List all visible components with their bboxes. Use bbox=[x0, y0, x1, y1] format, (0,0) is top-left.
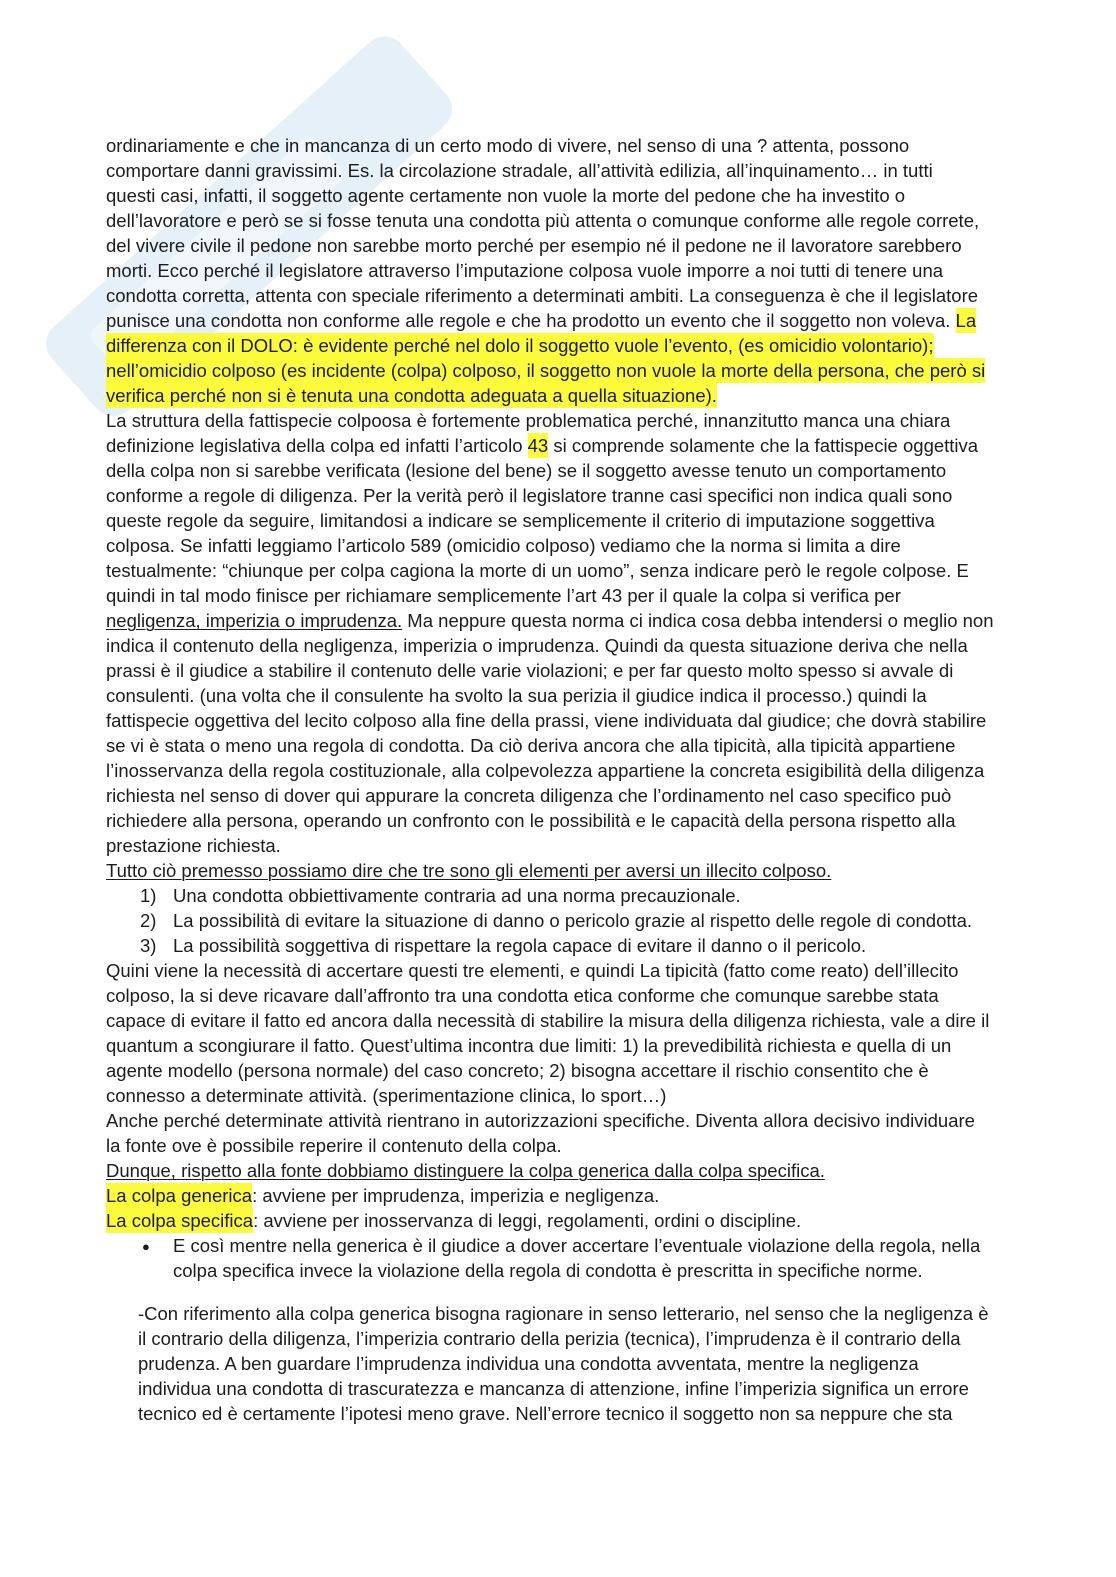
definition-term: La colpa specifica bbox=[106, 1210, 254, 1231]
text-line bbox=[106, 333, 1086, 358]
text-line: condotta corretta, attenta con speciale riferimento a determinati ambiti. La conseguenza è che il legislatore bbox=[106, 285, 979, 306]
text-line: colpa specifica invece la violazione della regola di condotta è prescritta in specifiche norme. bbox=[173, 1260, 923, 1281]
text-segment: si comprende solamente che la fattispecie oggettiva bbox=[548, 435, 979, 456]
highlighted-text: 43 bbox=[527, 435, 549, 456]
elements-list bbox=[106, 883, 1086, 958]
text-line: prudenza. A ben guardare l’imprudenza individua una condotta avventata, mentre la negligenza bbox=[138, 1353, 919, 1374]
text-line: fattispecie oggettiva del lecito colposo alla fine della prassi, viene individuata dal giudice; che dovrà stabilire bbox=[106, 710, 987, 731]
list-number: 1) bbox=[140, 885, 157, 906]
list-item bbox=[106, 883, 1086, 908]
list-item bbox=[106, 933, 1086, 958]
text-segment: Ma neppure questa norma ci indica cosa debba intendersi o meglio non bbox=[402, 610, 994, 631]
text-line: ordinariamente e che in mancanza di un certo modo di vivere, nel senso di una ? attenta, possono bbox=[106, 135, 910, 156]
text-line: conforme a regole di diligenza. Per la verità però il legislatore tranne casi specifici non indica quali sono bbox=[106, 485, 953, 506]
text-line: della colpa non si sarebbe verificata (lesione del bene) se il soggetto avesse tenuto un comportamento bbox=[106, 460, 947, 481]
list-item-text: Una condotta obbiettivamente contraria ad una norma precauzionale. bbox=[173, 885, 741, 906]
text-line: indica il contenuto della negligenza, imperizia o imprudenza. Quindi da questa situazione deriva che nella bbox=[106, 635, 968, 656]
definition-specific bbox=[106, 1208, 1086, 1233]
text-line: queste regole da seguire, limitandosi a indicare se semplicemente il criterio di imputazione soggettiva bbox=[106, 510, 935, 531]
text-line: morti. Ecco perché il legislatore attraverso l’imputazione colposa vuole imporre a noi tutti di tenere una bbox=[106, 260, 944, 281]
paragraph-intro bbox=[106, 133, 1086, 408]
text-line: consulenti. (una volta che il consulente ha svolto la sua perizia il giudice indica il processo.) quindi la bbox=[106, 685, 927, 706]
text-line: La struttura della fattispecie colpoosa è fortemente problematica perché, innanzitutto manca una chiara bbox=[106, 410, 951, 431]
highlighted-text: verifica perché non si è tenuta una condotta adeguata a quella situazione). bbox=[106, 385, 717, 406]
elements-heading bbox=[106, 858, 1086, 883]
text-line: la fonte ove è possibile reperire il contenuto della colpa. bbox=[106, 1135, 562, 1156]
list-item-text: La possibilità soggettiva di rispettare la regola capace di evitare il danno o il pericolo. bbox=[173, 935, 867, 956]
list-number: 2) bbox=[140, 910, 157, 931]
definitions bbox=[106, 1183, 1086, 1233]
text-line bbox=[106, 308, 1086, 333]
document-body bbox=[106, 133, 1086, 1426]
list-item bbox=[106, 908, 1086, 933]
text-line: testualmente: “chiunque per colpa cagiona la morte di un uomo”, senza indicare però le regole colpose. E bbox=[106, 560, 969, 581]
list-item-text: La possibilità di evitare la situazione di danno o pericolo grazie al rispetto delle regole di condotta. bbox=[173, 910, 973, 931]
underlined-text: negligenza, imperizia o imprudenza. bbox=[106, 610, 403, 631]
text-line: richiedere alla persona, operando un confronto con le possibilità e le capacità della persona rispetto alla bbox=[106, 810, 956, 831]
text-line: agente modello (persona normale) del caso concreto; 2) bisogna accettare il rischio consentito che è bbox=[106, 1060, 929, 1081]
text-line: connesso a determinate attività. (sperimentazione clinica, lo sport…) bbox=[106, 1085, 667, 1106]
text-line: comportare danni gravissimi. Es. la circolazione stradale, all’attività edilizia, all’inquinamento… in tutti bbox=[106, 160, 933, 181]
text-line: colposa. Se infatti leggiamo l’articolo 589 (omicidio colposo) vediamo che la norma si limita a dire bbox=[106, 535, 901, 556]
paragraph-generic-fault bbox=[138, 1301, 1086, 1426]
definition-text: : avviene per imprudenza, imperizia e negligenza. bbox=[252, 1185, 660, 1206]
text-line: richiesta nel senso di dover qui appurare la concreta diligenza che l’ordinamento nel caso specifico può bbox=[106, 785, 952, 806]
list-number: 3) bbox=[140, 935, 157, 956]
paragraph-structure bbox=[106, 408, 1086, 858]
underlined-text: Dunque, rispetto alla fonte dobbiamo distinguere la colpa generica dalla colpa specifica. bbox=[106, 1160, 825, 1181]
text-line: l’inosservanza della regola costituzionale, alla colpevolezza appartiene la concreta esigibilità della diligenza bbox=[106, 760, 985, 781]
text-line bbox=[106, 358, 1086, 383]
text-line bbox=[106, 433, 1086, 458]
text-line: del vivere civile il pedone non sarebbe morto perché per esempio né il pedone ne il lavoratore sarebbero bbox=[106, 235, 962, 256]
definition-term: La colpa generica bbox=[106, 1185, 253, 1206]
text-segment: punisce una condotta non conforme alle regole e che ha prodotto un evento che il soggetto non voleva. bbox=[106, 310, 956, 331]
highlighted-text: differenza con il DOLO: è evidente perché nel dolo il soggetto vuole l’evento, (es omicidio volontario); bbox=[106, 335, 934, 356]
paragraph-verification bbox=[106, 958, 1086, 1158]
text-line: quindi in tal modo finisce per richiamare semplicemente l’art 43 per il quale la colpa si verifica per bbox=[106, 585, 901, 606]
text-line: -Con riferimento alla colpa generica bisogna ragionare in senso letterario, nel senso che la negligenza è bbox=[138, 1303, 989, 1324]
bullet-text: E così mentre nella generica è il giudice a dover accertare l’eventuale violazione della regola, nella bbox=[173, 1235, 981, 1256]
text-line bbox=[106, 383, 1086, 408]
text-line: prestazione richiesta. bbox=[106, 835, 281, 856]
text-segment: definizione legislativa della colpa ed infatti l’articolo bbox=[106, 435, 528, 456]
text-line: prassi è il giudice a stabilire il contenuto delle varie violazioni; e per far questo molto spesso si avvale di bbox=[106, 660, 954, 681]
text-line: questi casi, infatti, il soggetto agente certamente non vuole la morte del pedone che ha investito o bbox=[106, 185, 906, 206]
definition-text: : avviene per inosservanza di leggi, regolamenti, ordini o discipline. bbox=[253, 1210, 802, 1231]
definition-generic bbox=[106, 1183, 1086, 1208]
text-line bbox=[106, 608, 1086, 633]
highlighted-text: La bbox=[955, 310, 977, 331]
source-heading bbox=[106, 1158, 1086, 1183]
text-line: il contrario della diligenza, l’imperizia contrario della perizia (tecnica), l’imprudenza è il contrario della bbox=[138, 1328, 961, 1349]
text-line: tecnico ed è certamente l’ipotesi meno grave. Nell’errore tecnico il soggetto non sa neppure che sta bbox=[138, 1403, 953, 1424]
underlined-text: Tutto ciò premesso possiamo dire che tre sono gli elementi per aversi un illecito colposo. bbox=[106, 860, 832, 881]
text-line bbox=[106, 1233, 1086, 1258]
text-line: se vi è stata o meno una regola di condotta. Da ciò deriva ancora che alla tipicità, alla tipicità appartiene bbox=[106, 735, 956, 756]
bullet-icon: ● bbox=[142, 1239, 150, 1254]
text-line: colposo, la si deve ricavare dall’affronto tra una condotta etica conforme che comunque sarebbe stata bbox=[106, 985, 939, 1006]
highlighted-text: nell’omicidio colposo (es incidente (colpa) colposo, il soggetto non vuole la morte della persona, che però si bbox=[106, 360, 986, 381]
text-line: capace di evitare il fatto ed ancora dalla necessità di stabilire la misura della diligenza richiesta, vale a dire il bbox=[106, 1010, 990, 1031]
text-line: dell’lavoratore e però se si fosse tenuta una condotta più attenta o comunque conforme alle regole correte, bbox=[106, 210, 980, 231]
text-line: Anche perché determinate attività rientrano in autorizzazioni specifiche. Diventa allora decisivo individuare bbox=[106, 1110, 975, 1131]
text-line: individua una condotta di trascuratezza e mancanza di attenzione, infine l’imperizia significa un errore bbox=[138, 1378, 969, 1399]
text-line: Quini viene la necessità di accertare questi tre elementi, e quindi La tipicità (fatto come reato) dell’illecito bbox=[106, 960, 959, 981]
text-line: quantum a scongiurare il fatto. Quest’ultima incontra due limiti: 1) la prevedibilità richiesta e quella di un bbox=[106, 1035, 952, 1056]
bullet-list-item bbox=[106, 1233, 1086, 1283]
